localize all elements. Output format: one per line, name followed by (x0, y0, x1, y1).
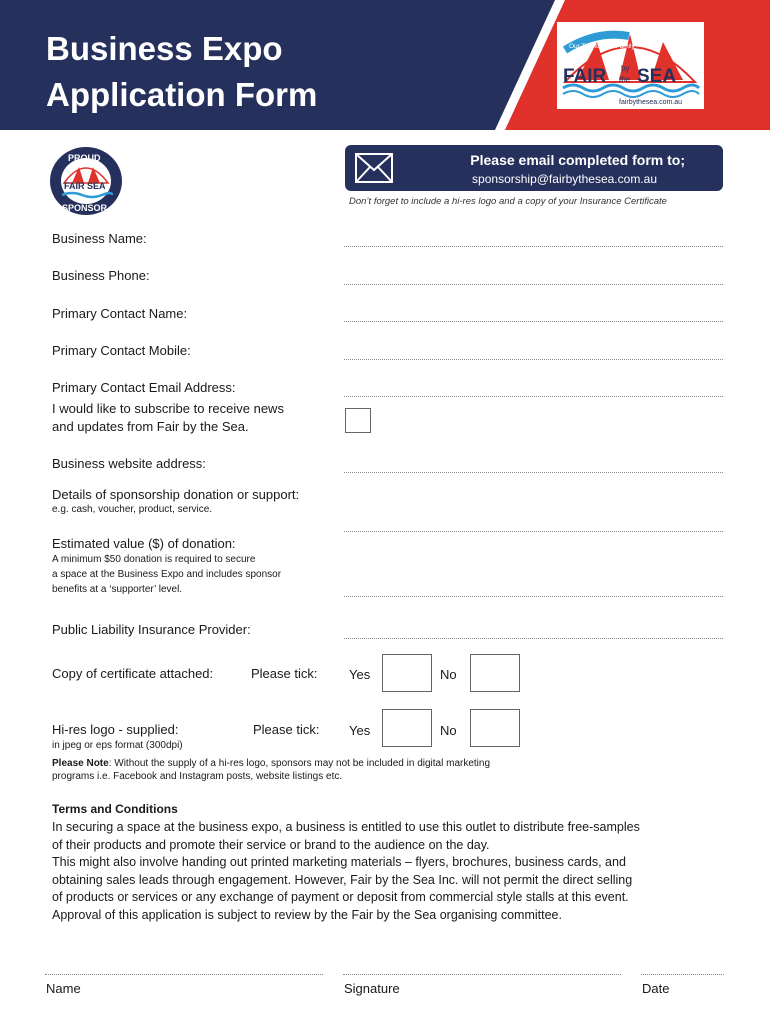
website-label: Business website address: (52, 456, 206, 471)
logo-by-text: by (621, 64, 630, 73)
date-line[interactable] (641, 974, 724, 975)
logo-sea-text: SEA (637, 66, 677, 87)
details-label: Details of sponsorship donation or support: (52, 487, 300, 502)
details-field[interactable] (344, 531, 723, 532)
insurance-label: Public Liability Insurance Provider: (52, 622, 251, 637)
logo-fair-text: FAIR (563, 66, 607, 87)
certificate-no-checkbox[interactable] (470, 654, 520, 692)
certificate-please-tick: Please tick: (251, 666, 318, 681)
name-signature-line[interactable] (45, 974, 323, 975)
terms-body (52, 819, 732, 925)
email-address-link[interactable]: sponsorship@fairbythesea.com.au (472, 172, 657, 186)
logo-banner-text: Our Tradition of Family (569, 43, 635, 50)
page-title-line2: Application Form (46, 76, 318, 113)
hires-please-tick: Please tick: (253, 722, 320, 737)
estimated-hint-line1: A minimum $50 donation is required to secure (52, 554, 256, 565)
subscribe-checkbox[interactable] (345, 408, 371, 433)
subscribe-label-line2: and updates from Fair by the Sea. (52, 419, 249, 434)
badge-brand-text: FAIR SEA (64, 181, 106, 191)
page-title (46, 26, 317, 118)
terms-line: Approval of this application is subject to review by the Fair by the Sea organising committee. (52, 907, 562, 922)
reminder-text: Don’t forget to include a hi-res logo and a copy of your Insurance Certificate (349, 196, 667, 207)
header-banner (0, 0, 770, 130)
hires-yes-label: Yes (349, 723, 371, 738)
certificate-yes-checkbox[interactable] (382, 654, 432, 692)
signature-line[interactable] (343, 974, 621, 975)
signature-label: Signature (344, 981, 400, 996)
envelope-icon (355, 153, 393, 183)
estimated-value-field[interactable] (344, 596, 723, 597)
contact-mobile-field[interactable] (344, 359, 723, 360)
please-note-label: Please Note (52, 758, 109, 769)
page-title-line1: Business Expo (46, 30, 283, 67)
please-note-text: : Without the supply of a hi-res logo, sponsors may not be included in digital marketing programs i.e. Facebook and Instagram posts, website listings etc. (52, 758, 491, 782)
subscribe-label-line1: I would like to subscribe to receive news (52, 401, 284, 416)
badge-bottom-text: SPONSOR (62, 203, 108, 213)
estimated-value-label: Estimated value ($) of donation: (52, 536, 236, 551)
contact-mobile-label: Primary Contact Mobile: (52, 343, 191, 358)
insurance-field[interactable] (344, 638, 723, 639)
terms-title: Terms and Conditions (52, 802, 178, 816)
terms-line: In securing a space at the business expo, a business is entitled to use this outlet to distribute free-samples (52, 820, 640, 834)
business-name-field[interactable] (344, 246, 723, 247)
fair-by-the-sea-logo (557, 22, 704, 109)
hires-no-checkbox[interactable] (470, 709, 520, 747)
hires-logo-hint: in jpeg or eps format (300dpi) (52, 740, 183, 751)
please-note (52, 757, 532, 783)
email-instructions-box (345, 145, 723, 191)
certificate-no-label: No (440, 667, 457, 682)
badge-top-text: PROUD (68, 153, 101, 163)
name-label: Name (46, 981, 81, 996)
date-label: Date (642, 981, 670, 996)
certificate-label: Copy of certificate attached: (52, 666, 214, 681)
contact-email-field[interactable] (344, 396, 723, 397)
details-hint: e.g. cash, voucher, product, service. (52, 504, 213, 515)
estimated-hint-line3: benefits at a ‘supporter’ level. (52, 584, 183, 595)
hires-yes-checkbox[interactable] (382, 709, 432, 747)
terms-line: obtaining sales leads through engagement. However, Fair by the Sea Inc. will not permit the direct selling (52, 872, 633, 887)
certificate-yes-label: Yes (349, 667, 371, 682)
estimated-hint-line2: a space at the Business Expo and includes sponsor (52, 569, 282, 580)
hires-logo-label: Hi-res logo - supplied: (52, 722, 179, 737)
terms-line: of their products and promote their service or brand to the audience on the day. (52, 837, 490, 852)
terms-line: of products or services or any exchange of payment or deposit from commercial style stalls at this event. (52, 890, 629, 905)
website-field[interactable] (344, 472, 723, 473)
business-phone-field[interactable] (344, 284, 723, 285)
terms-line: This might also involve handing out printed marketing materials – flyers, brochures, business cards, and (52, 855, 626, 870)
hires-no-label: No (440, 723, 457, 738)
email-instruction-title: Please email completed form to; (470, 152, 685, 168)
logo-the-text: the (619, 75, 631, 84)
contact-name-field[interactable] (344, 321, 723, 322)
business-name-label: Business Name: (52, 231, 147, 246)
logo-website-text: fairbythesea.com.au (619, 99, 683, 106)
business-phone-label: Business Phone: (52, 268, 150, 283)
contact-email-label: Primary Contact Email Address: (52, 380, 236, 395)
contact-name-label: Primary Contact Name: (52, 306, 188, 321)
proud-sponsor-badge (48, 145, 124, 217)
